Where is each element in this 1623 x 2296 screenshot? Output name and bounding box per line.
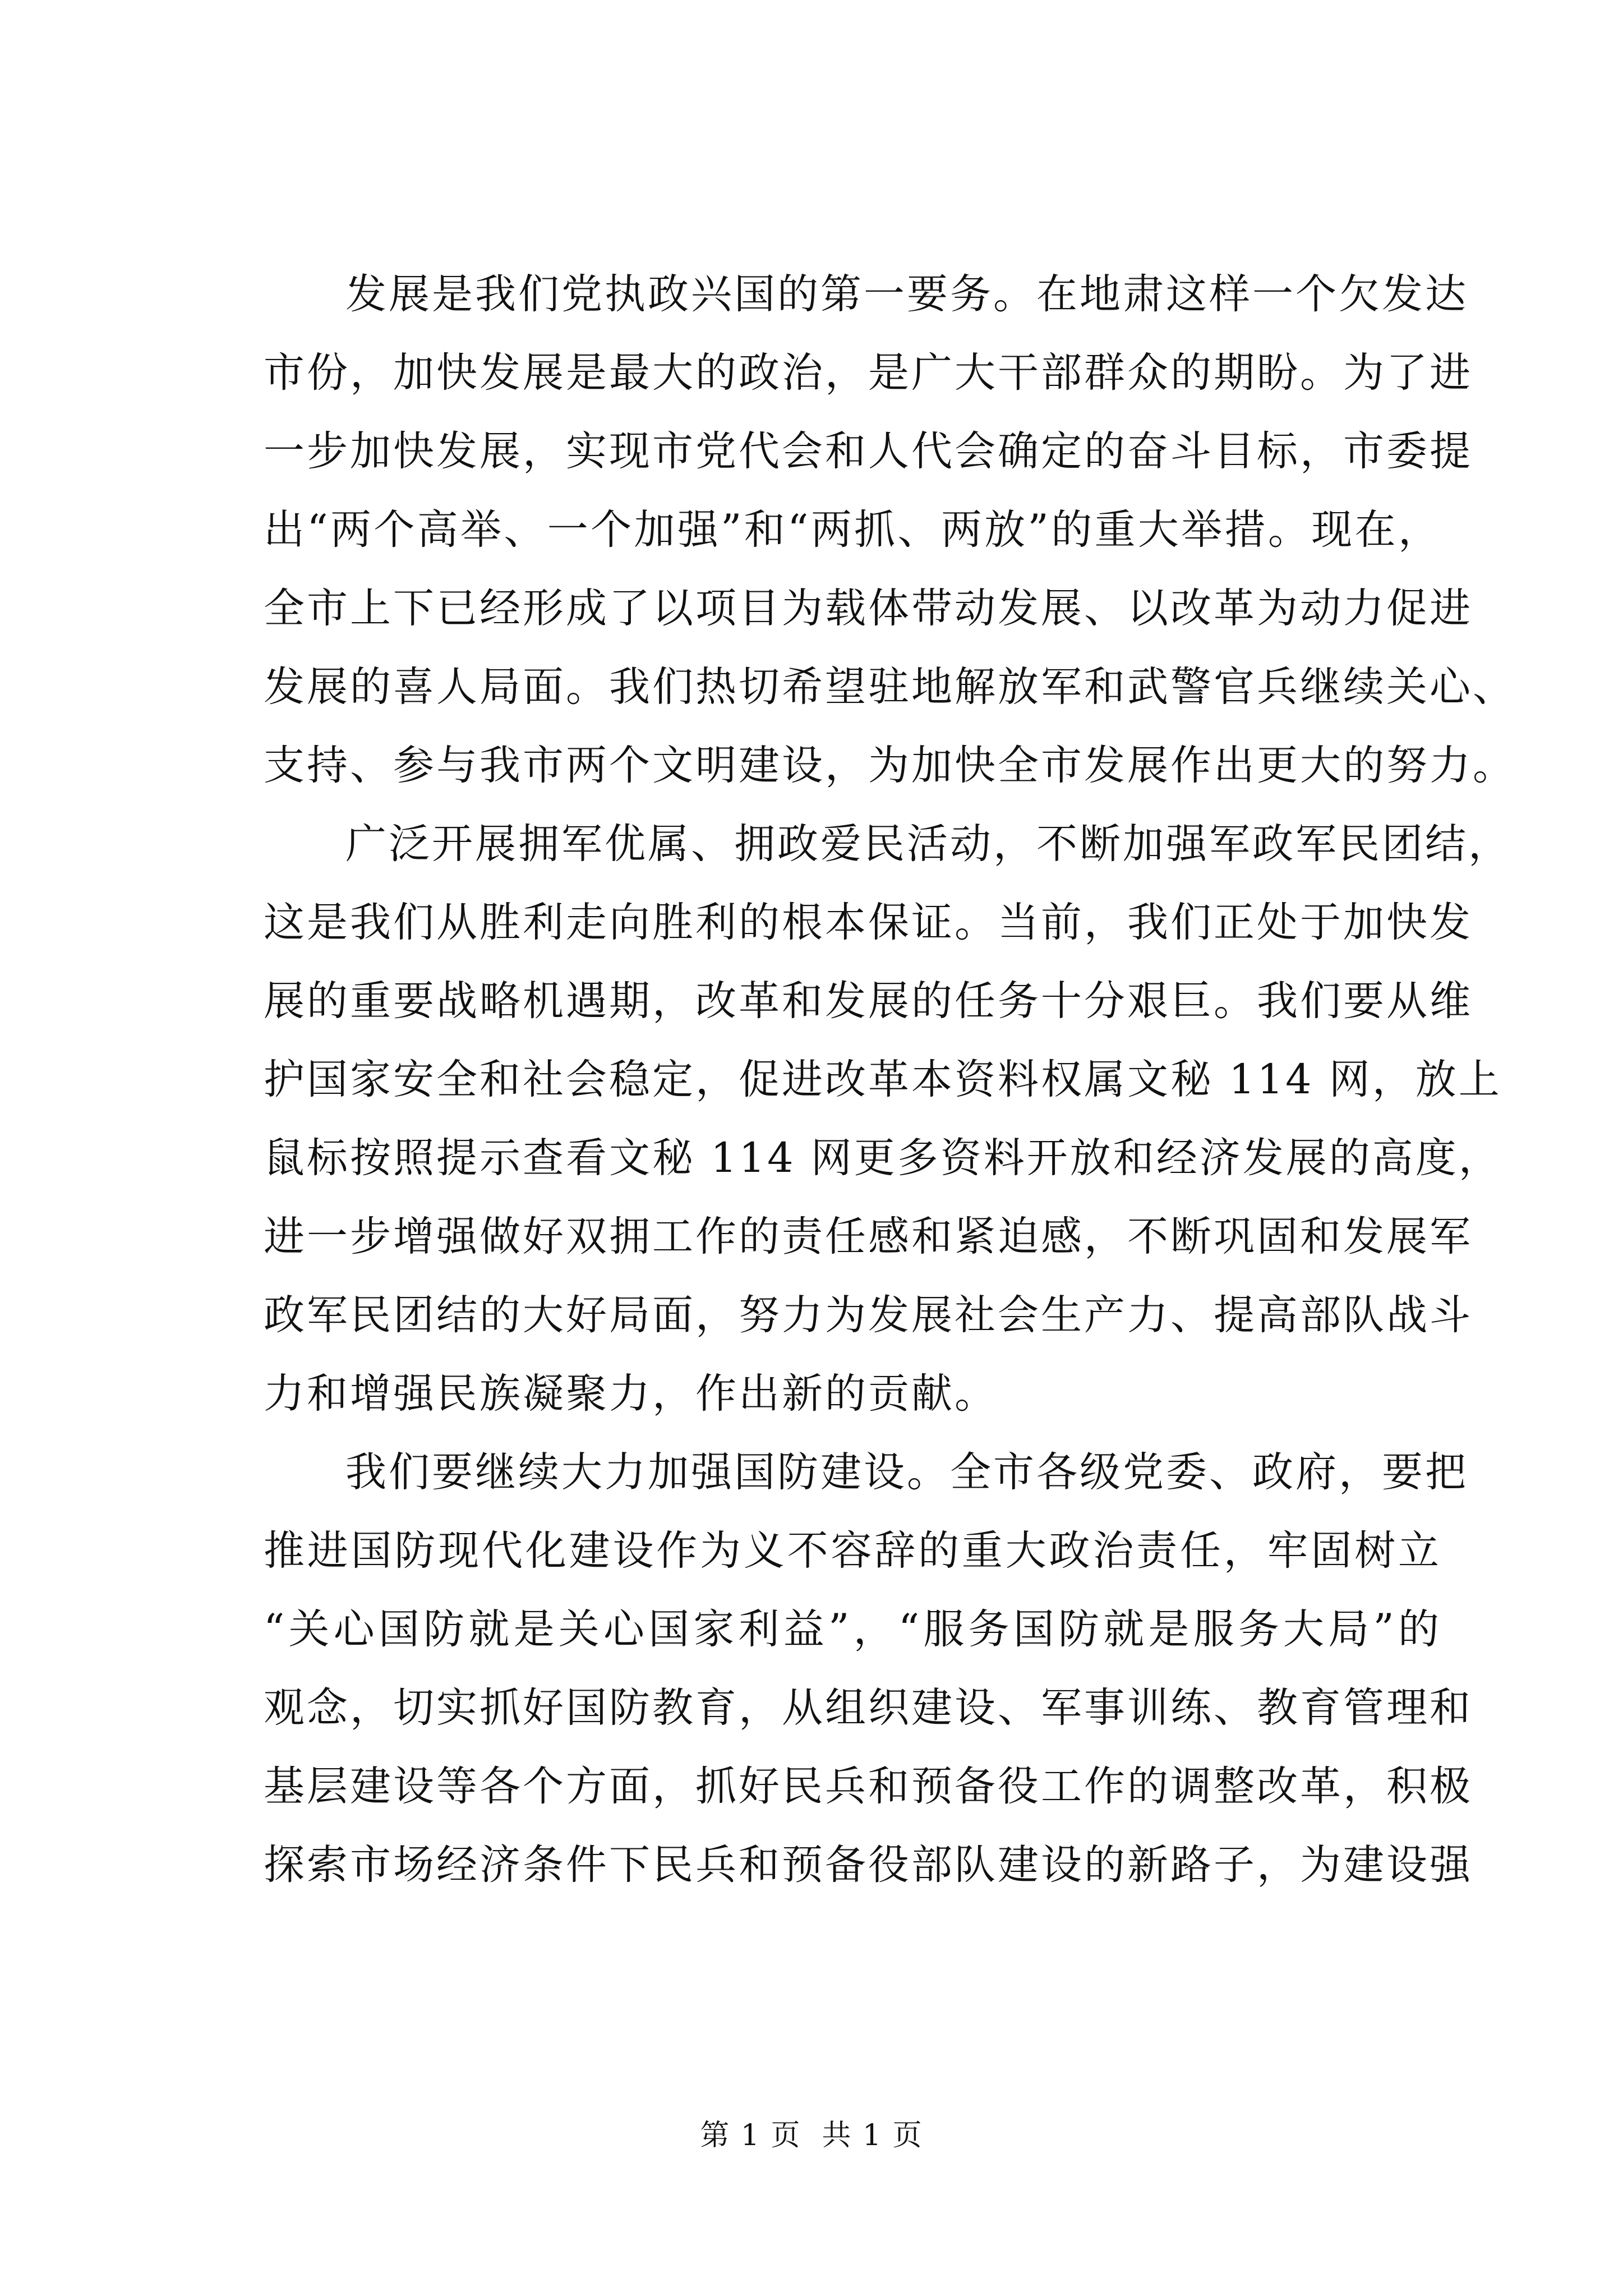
text-line: 推进国防现代化建设作为义不容辞的重大政治责任，牢固树立 (264, 1527, 1441, 1575)
text-line: 一步加快发展，实现市党代会和人代会确定的奋斗目标，市委提 (264, 427, 1473, 475)
paragraph-3 (264, 1433, 1473, 1904)
text-line: 展的重要战略机遇期，改革和发展的任务十分艰巨。我们要从维 (264, 977, 1473, 1025)
page-footer (0, 2116, 1623, 2155)
text-line: 进一步增强做好双拥工作的责任感和紧迫感，不断巩固和发展军 (264, 1213, 1473, 1260)
text-line: 护国家安全和社会稳定，促进改革本资料权属文秘 114 网，放上 (264, 1056, 1502, 1103)
text-line: 发展的喜人局面。我们热切希望驻地解放军和武警官兵继续关心、 (264, 663, 1516, 711)
text-line: 全市上下已经形成了以项目为载体带动发展、以改革为动力促进 (264, 585, 1473, 632)
text-line: 市份，加快发展是最大的政治，是广大干部群众的期盼。为了进 (264, 349, 1473, 397)
text-line: 我们要继续大力加强国防建设。全市各级党委、政府，要把 (345, 1448, 1468, 1496)
text-line: 力和增强民族凝聚力，作出新的贡献。 (264, 1370, 998, 1418)
text-line: 探索市场经济条件下民兵和预备役部队建设的新路子，为建设强 (264, 1841, 1473, 1889)
text-line: “关心国防就是关心国家利益”，“服务国防就是服务大局”的 (264, 1605, 1441, 1653)
text-line: 支持、参与我市两个文明建设，为加快全市发展作出更大的努力。 (264, 742, 1516, 789)
text-line: 这是我们从胜利走向胜利的根本保证。当前，我们正处于加快发 (264, 899, 1473, 946)
paragraph-1 (264, 255, 1516, 805)
paragraph-2 (264, 805, 1511, 1433)
text-line: 发展是我们党执政兴国的第一要务。在地肃这样一个欠发达 (345, 270, 1468, 318)
text-line: 政军民团结的大好局面，努力为发展社会生产力、提高部队战斗 (264, 1291, 1473, 1339)
text-line: 鼠标按照提示查看文秘 114 网更多资料开放和经济发展的高度， (264, 1134, 1502, 1182)
text-line: 广泛开展拥军优属、拥政爱民活动，不断加强军政军民团结， (345, 820, 1511, 868)
page-number-label: 第 1 页 共 1 页 (700, 2119, 923, 2152)
text-line: 基层建设等各个方面，抓好民兵和预备役工作的调整改革，积极 (264, 1763, 1473, 1810)
text-line: 观念，切实抓好国防教育，从组织建设、军事训练、教育管理和 (264, 1684, 1473, 1732)
text-line: 出“两个高举、一个加强”和“两抓、两放”的重大举措。现在， (264, 506, 1441, 554)
document-body (264, 255, 1516, 1904)
